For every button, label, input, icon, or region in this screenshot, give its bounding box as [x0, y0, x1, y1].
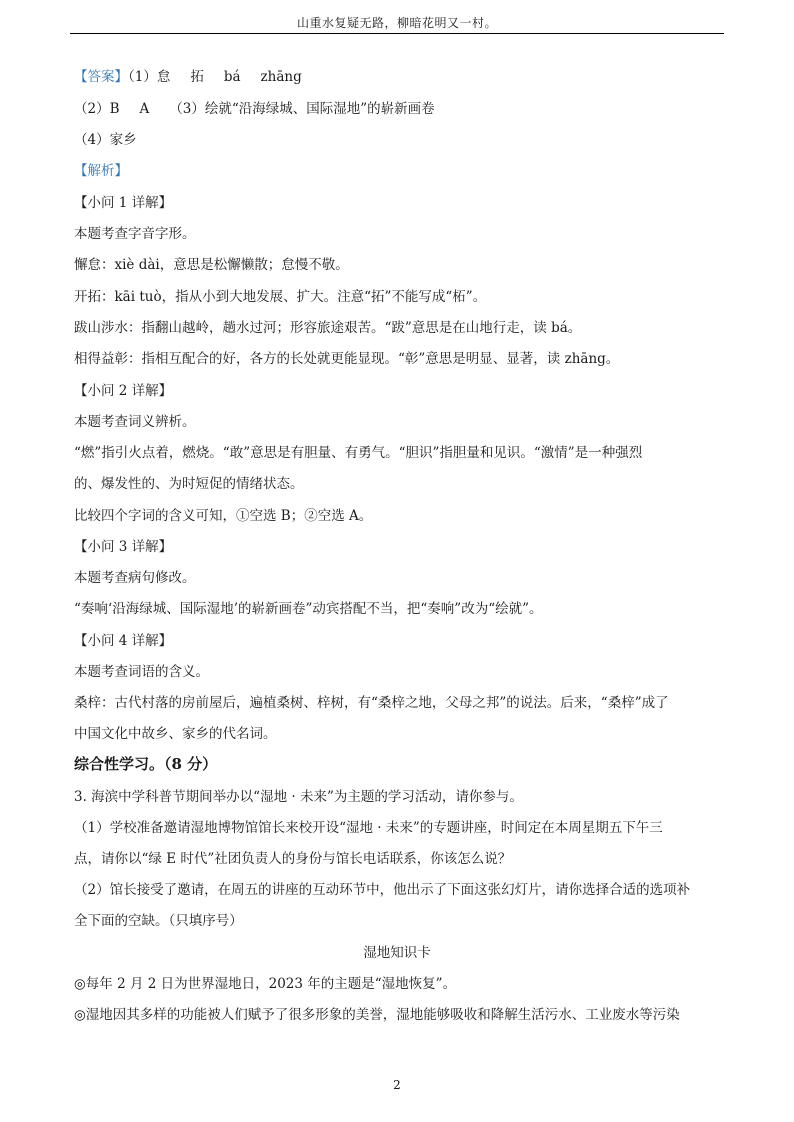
answer-2-a: A [139, 101, 150, 117]
q1-line-5: 相得益彰：指相互配合的好，各方的长处就更能显现。“彰”意思是明显、显著，读 zhāng。 [74, 351, 620, 367]
answer-1-char2: 拓 [190, 69, 204, 85]
q2-line-3: 的、爆发性的、为时短促的情绪状态。 [74, 476, 304, 492]
section-heading: 综合性学习。（8 分） [74, 755, 218, 773]
answer-label: 【答案】 [74, 69, 128, 85]
answer-line-1 [74, 68, 302, 86]
q4-line-3: 中国文化中故乡、家乡的代名词。 [74, 726, 277, 742]
q3-line-1: 本题考查病句修改。 [74, 570, 196, 586]
q3-line-2: “奏响‘沿海绿城、国际湿地’的崭新画卷”动宾搭配不当，把“奏响”改为“绘就”。 [74, 601, 543, 617]
answer-1-pinyin2: zhāng [260, 69, 302, 85]
answer-1-char: （1）怠 [128, 69, 171, 85]
q3-title: 【小问 3 详解】 [74, 539, 173, 555]
analysis-label: 【解析】 [74, 163, 128, 179]
answer-line-3: （4）家乡 [74, 132, 137, 148]
card-line-2: ◎湿地因其多样的功能被人们赋予了很多形象的美誉，湿地能够吸收和降解生活污水、工业废水等污染 [74, 1007, 680, 1023]
q1-line-3: 开拓：kāi tuò，指从小到大地发展、扩大。注意“拓”不能写成“柘”。 [74, 289, 487, 305]
q2-line-4: 比较四个字词的含义可知，①空选 B；②空选 A。 [74, 508, 373, 524]
q4-line-2: 桑梓：古代村落的房前屋后，遍植桑树、梓树，有“桑梓之地，父母之邦”的说法。后来，“桑梓”成了 [74, 695, 669, 711]
header-rule [70, 33, 724, 34]
q1-title: 【小问 1 详解】 [74, 195, 173, 211]
q2-title: 【小问 2 详解】 [74, 383, 173, 399]
question-3-intro: 3. 海滨中学科普节期间举办以“湿地 · 未来”为主题的学习活动，请你参与。 [74, 789, 523, 805]
sub-question-2-line-2: 全下面的空缺。（只填序号） [74, 913, 243, 929]
page-number: 2 [393, 1078, 401, 1092]
card-line-1: ◎每年 2 月 2 日为世界湿地日，2023 年的主题是“湿地恢复”。 [74, 976, 457, 992]
sub-question-1-line-1: （1）学校准备邀请湿地博物馆馆长来校开设“湿地 · 未来”的专题讲座，时间定在本周星期五下午三 [74, 820, 663, 836]
sub-question-1-line-2: 点，请你以“绿 E 时代”社团负责人的身份与馆长电话联系，你该怎么说？ [74, 851, 512, 867]
page-header: 山重水复疑无路，柳暗花明又一村。 [296, 16, 497, 30]
q4-line-1: 本题考查词语的含义。 [74, 664, 209, 680]
q1-line-2: 懈怠：xiè dài，意思是松懈懒散；怠慢不敬。 [74, 257, 349, 273]
answer-1-pinyin1: bá [223, 69, 241, 85]
answer-3: （3）绘就“沿海绿城、国际湿地”的崭新画卷 [169, 101, 435, 117]
sub-question-2-line-1: （2）馆长接受了邀请，在周五的讲座的互动环节中，他出示了下面这张幻灯片，请你选择合适的选项补 [74, 882, 691, 898]
q4-title: 【小问 4 详解】 [74, 633, 173, 649]
q1-line-1: 本题考查字音字形。 [74, 226, 196, 242]
q2-line-1: 本题考查词义辨析。 [74, 414, 196, 430]
q1-line-4: 跋山涉水：指翻山越岭，趟水过河；形容旅途艰苦。“跋”意思是在山地行走，读 bá。 [74, 320, 582, 336]
q2-line-2: “燃”指引火点着，燃烧。“敢”意思是有胆量、有勇气。“胆识”指胆量和见识。“激情”是一种强烈 [74, 445, 643, 461]
card-title: 湿地知识卡 [363, 945, 431, 961]
answer-line-2 [74, 100, 435, 118]
answer-2-b: （2）B [74, 101, 120, 117]
